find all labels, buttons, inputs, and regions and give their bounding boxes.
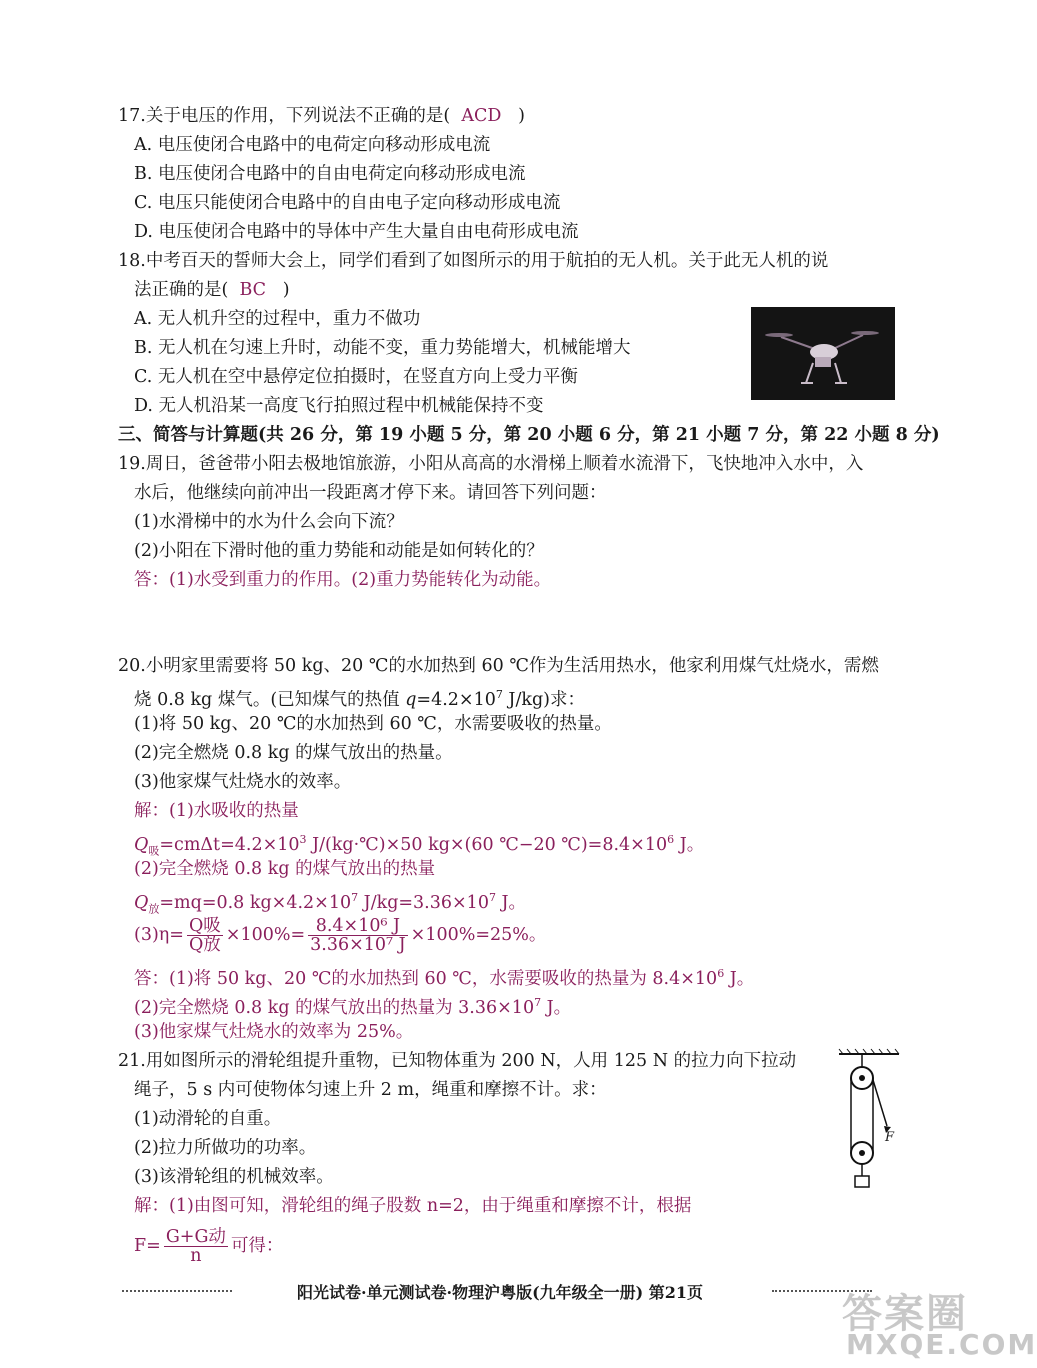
q21-solution-1: 解：(1)由图可知，滑轮组的绳子股数 n=2，由于绳重和摩擦不计，根据 bbox=[134, 1196, 692, 1216]
efficiency-fraction-1: $\frac{\text{Q吸}}{\text{Q放}}$ bbox=[188, 916, 221, 955]
section-3-heading: 三、简答与计算题(共 26 分，第 19 小题 5 分，第 20 小题 6 分，第 21 小题 7 分，第 22 小题 8 分) bbox=[118, 425, 940, 445]
q20-answer-1: 答：(1)将 50 kg、20 ℃的水加热到 60 ℃，水需要吸收的热量为 $8.4\times 10^6$ J。 bbox=[134, 967, 755, 989]
q19-answer: 答：(1)水受到重力的作用。(2)重力势能转化为动能。 bbox=[134, 570, 552, 590]
q18-option-d: D. 无人机沿某一高度飞行拍照过程中机械能保持不变 bbox=[134, 396, 544, 416]
watermark-logo bbox=[838, 1282, 1037, 1362]
q19-sub-2: (2)小阳在下滑时他的重力势能和动能是如何转化的？ bbox=[134, 541, 544, 561]
q18-answer: BC bbox=[239, 280, 267, 300]
q20-answer-3: (3)他家煤气灶烧水的效率为 25%。 bbox=[134, 1022, 414, 1042]
q18-option-a: A. 无人机升空的过程中，重力不做功 bbox=[134, 309, 421, 329]
pulley-system-icon bbox=[835, 1048, 905, 1198]
watermark-url: MXQE.COM bbox=[846, 1328, 1037, 1361]
efficiency-fraction-2: $\frac{\text{8.4×10⁶ J}}{\text{3.36×10⁷ J}}$ bbox=[310, 916, 406, 955]
q21-stem-1: 21.用如图所示的滑轮组提升重物，已知物体重为 200 N，人用 125 N 的拉力向下拉动 bbox=[118, 1051, 797, 1071]
q20-sub-3: (3)他家煤气灶烧水的效率。 bbox=[134, 772, 352, 792]
q20-stem-2: 烧 0.8 kg 煤气。(已知煤气的热值 $q=4.2\times 10^7$ J/kg)求： bbox=[134, 688, 585, 710]
q17-option-d: D. 电压使闭合电路中的导体中产生大量自由电荷形成电流 bbox=[134, 222, 579, 242]
q17-option-c: C. 电压只能使闭合电路中的自由电子定向移动形成电流 bbox=[134, 193, 561, 213]
q17-option-b: B. 电压使闭合电路中的自由电荷定向移动形成电流 bbox=[134, 164, 526, 184]
q20-equation-1: $Q_吸=cm\Delta t=4.2\times 10^3$ J/(kg·℃)×50 kg×(60 ℃−20 $℃)=8.4\times 10^6$ J。 bbox=[134, 833, 705, 858]
watermark-title: 答案圈 bbox=[842, 1291, 968, 1337]
page-footer: 阳光试卷·单元测试卷·物理沪粤版(九年级全一册) 第21页 bbox=[296, 1283, 704, 1302]
q18-stem-2: 法正确的是( BC ) bbox=[134, 280, 290, 300]
q18-option-b: B. 无人机在匀速上升时，动能不变，重力势能增大，机械能增大 bbox=[134, 338, 631, 358]
pulley-diagram bbox=[835, 1048, 905, 1198]
q19-sub-1: (1)水滑梯中的水为什么会向下流？ bbox=[134, 512, 404, 532]
q21-formula: F= $\frac{\text{G+G动}}{n}$ 可得： bbox=[134, 1227, 284, 1266]
q21-sub-3: (3)该滑轮组的机械效率。 bbox=[134, 1167, 334, 1187]
drone-icon bbox=[751, 307, 895, 400]
q20-equation-3: (3)η= $\frac{\text{Q吸}}{\text{Q放}}$ ×100%= $\frac{\text{8.4×10⁶ J}}{\text{3.36×10⁷ J}}$ ×100%=25%。 bbox=[134, 916, 547, 955]
force-label: F bbox=[885, 1130, 895, 1145]
q17-answer: ACD bbox=[461, 106, 502, 126]
q21-stem-2: 绳子，5 s 内可使物体匀速上升 2 m，绳重和摩擦不计。求： bbox=[134, 1080, 607, 1100]
q21-sub-2: (2)拉力所做功的功率。 bbox=[134, 1138, 317, 1158]
q20-stem-1: 20.小明家里需要将 50 kg、20 ℃的水加热到 60 ℃作为生活用热水，他家利用煤气灶烧水，需燃 bbox=[118, 656, 879, 676]
q19-stem-2: 水后，他继续向前冲出一段距离才停下来。请回答下列问题： bbox=[134, 483, 607, 503]
q18-stem-1: 18.中考百天的誓师大会上，同学们看到了如图所示的用于航拍的无人机。关于此无人机的说 bbox=[118, 251, 829, 271]
q20-solution-1: 解：(1)水吸收的热量 bbox=[134, 801, 299, 821]
q20-solution-2: (2)完全燃烧 0.8 kg 的煤气放出的热量 bbox=[134, 859, 436, 879]
q20-equation-2: $Q_放=mq=0.8$ $kg\times 4.2\times 10^7$ $J/kg=3.36\times 10^7$ J。 bbox=[134, 891, 527, 916]
q20-answer-2: (2)完全燃烧 0.8 kg 的煤气放出的热量为 $3.36\times 10^7$ J。 bbox=[134, 996, 572, 1018]
q21-sub-1: (1)动滑轮的自重。 bbox=[134, 1109, 282, 1129]
q20-sub-1: (1)将 50 kg、20 ℃的水加热到 60 ℃，水需要吸收的热量。 bbox=[134, 714, 612, 734]
q19-stem-1: 19.周日，爸爸带小阳去极地馆旅游，小阳从高高的水滑梯上顺着水流滑下，飞快地冲入水中，入 bbox=[118, 454, 864, 474]
q18-option-c: C. 无人机在空中悬停定位拍摄时，在竖直方向上受力平衡 bbox=[134, 367, 578, 387]
q17-option-a: A. 电压使闭合电路中的电荷定向移动形成电流 bbox=[134, 135, 491, 155]
force-fraction: $\frac{\text{G+G动}}{n}$ bbox=[165, 1227, 226, 1266]
q17-stem: 17.关于电压的作用，下列说法不正确的是( ACD ) bbox=[118, 106, 525, 126]
drone-photo bbox=[751, 307, 895, 400]
q20-sub-2: (2)完全燃烧 0.8 kg 的煤气放出的热量。 bbox=[134, 743, 453, 763]
